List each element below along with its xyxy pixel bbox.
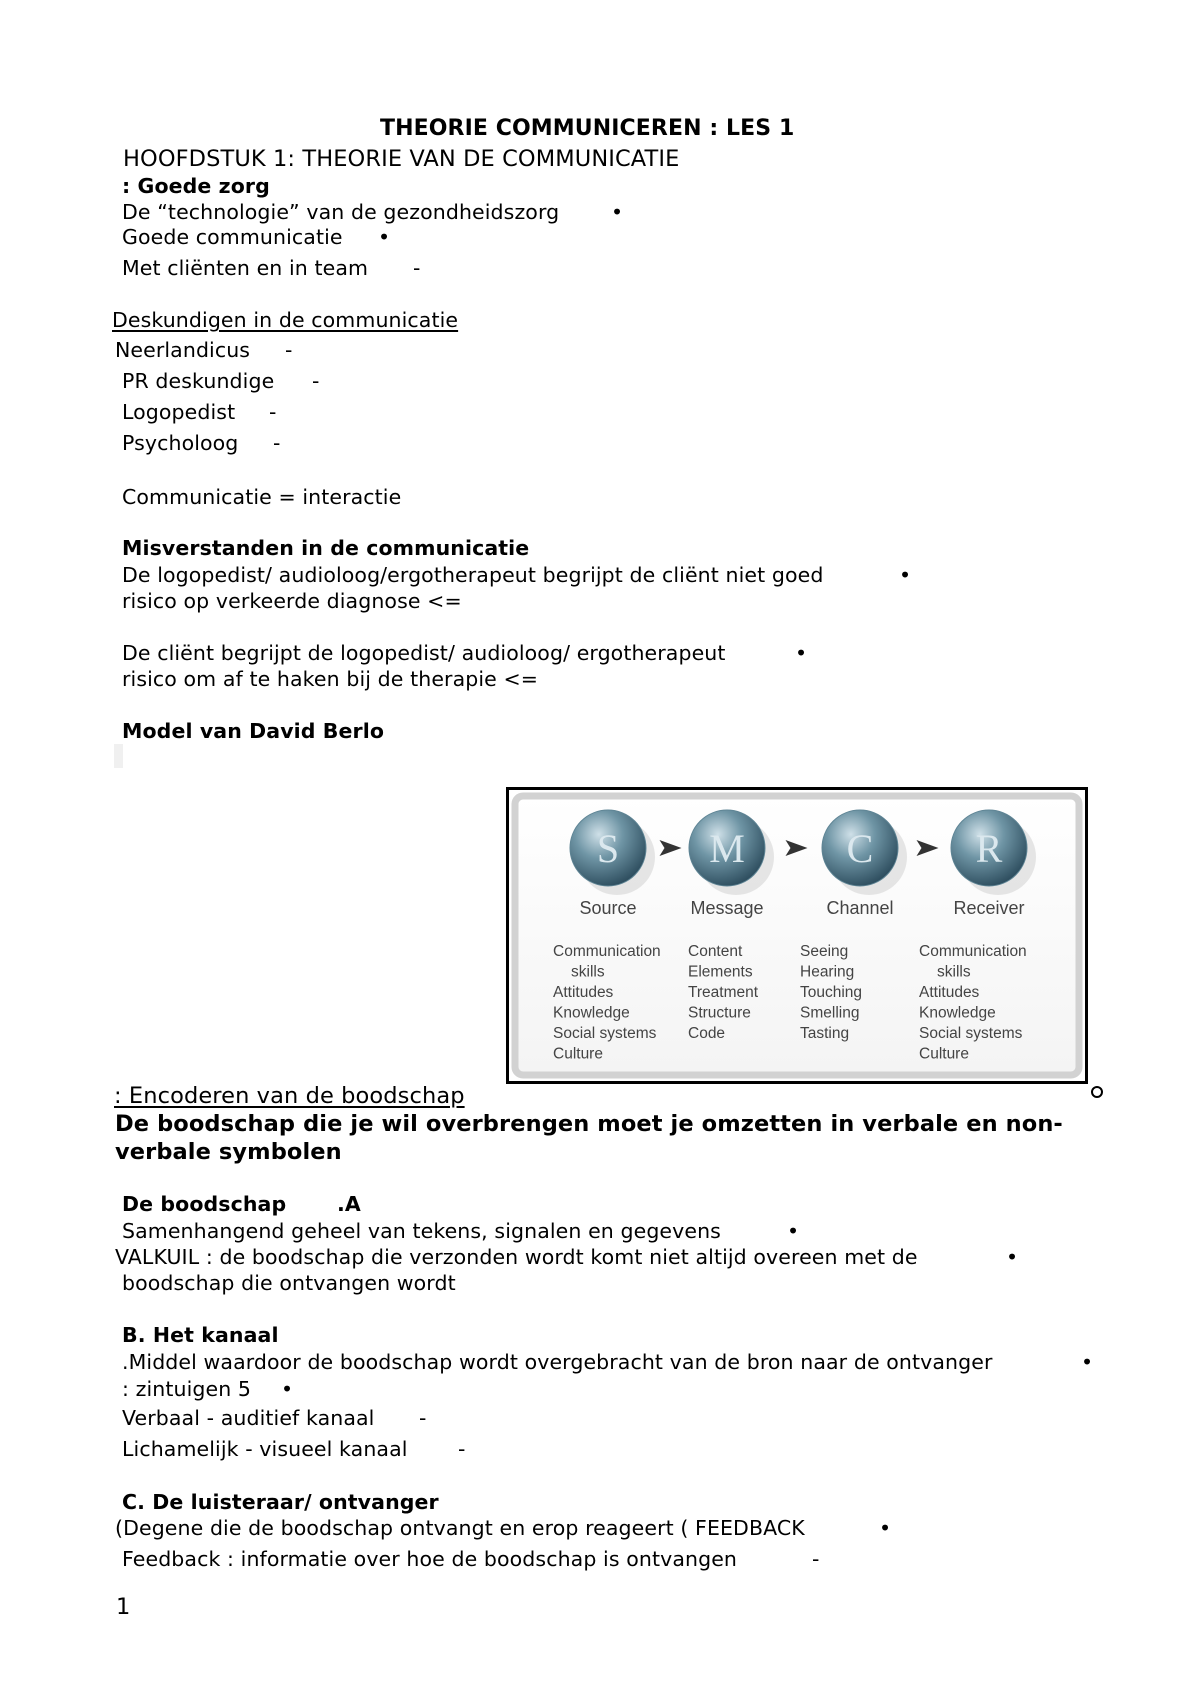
model-heading: Model van David Berlo <box>122 719 385 743</box>
paragraph-line: risico op verkeerde diagnose <= <box>122 589 462 613</box>
smcr-item: Knowledge <box>919 1004 996 1022</box>
smcr-item: Hearing <box>800 963 855 981</box>
smcr-item: Communication <box>553 943 661 960</box>
list-item: Neerlandicus <box>115 338 251 362</box>
list-item: boodschap die ontvangen wordt <box>122 1271 456 1295</box>
berlo-smcr-figure[interactable] <box>506 787 1088 1084</box>
smcr-item: Culture <box>553 1045 603 1063</box>
bullet-marker: • <box>281 1377 294 1401</box>
paragraph-line: De cliënt begrijpt de logopedist/ audioloog/ ergotherapeut <box>122 641 726 665</box>
smcr-letter: M <box>709 826 745 871</box>
list-item: Feedback : informatie over hoe de boodschap is ontvangen <box>122 1547 738 1571</box>
smcr-item: skills <box>571 963 605 981</box>
dash-marker: - <box>312 369 320 393</box>
smcr-label: Channel <box>826 898 894 918</box>
chapter-heading: HOOFDSTUK 1: THEORIE VAN DE COMMUNICATIE <box>123 146 680 172</box>
list-item: (Degene die de boodschap ontvangt en erop reageert ( FEEDBACK <box>115 1516 805 1540</box>
list-item: Lichamelijk - visueel kanaal <box>122 1437 408 1461</box>
list-item: Logopedist <box>122 400 236 424</box>
smcr-item: Communication <box>919 943 1027 960</box>
dash-marker: - <box>273 431 281 455</box>
list-item: Samenhangend geheel van tekens, signalen en gegevens <box>122 1219 721 1243</box>
paragraph-line: De logopedist/ audioloog/ergotherapeut begrijpt de cliënt niet goed <box>122 563 824 587</box>
margin-mark <box>114 744 123 768</box>
list-item: Verbaal - auditief kanaal <box>122 1406 375 1430</box>
smcr-item: Smelling <box>800 1004 860 1022</box>
boodschap-heading: De boodschap <box>122 1192 287 1216</box>
page-title: THEORIE COMMUNICEREN : LES 1 <box>380 116 795 141</box>
list-item: De “technologie” van de gezondheidszorg <box>122 200 560 224</box>
misverstanden-heading: Misverstanden in de communicatie <box>122 536 530 560</box>
list-item: : zintuigen 5 <box>122 1377 252 1401</box>
dash-marker: - <box>285 338 293 362</box>
bullet-marker: • <box>1081 1350 1094 1374</box>
smcr-item: Social systems <box>919 1025 1023 1042</box>
bullet-marker: • <box>787 1219 800 1243</box>
dash-marker: - <box>269 400 277 424</box>
kanaal-heading: B. Het kanaal <box>122 1323 279 1347</box>
smcr-label: Source <box>579 898 637 918</box>
list-item: Psycholoog <box>122 431 239 455</box>
smcr-item: Attitudes <box>919 984 980 1001</box>
smcr-letter: S <box>596 826 620 871</box>
bullet-marker: • <box>879 1516 892 1540</box>
smcr-letter: R <box>975 826 1003 871</box>
bullet-marker: • <box>899 563 912 587</box>
bullet-marker: • <box>378 225 391 249</box>
encoderen-heading: : Encoderen van de boodschap <box>114 1083 465 1109</box>
page-number: 1 <box>116 1594 131 1620</box>
goede-zorg-heading: : Goede zorg <box>122 174 270 198</box>
smcr-item: Touching <box>800 984 863 1001</box>
dash-marker: - <box>458 1437 466 1461</box>
dash-marker: - <box>812 1547 820 1571</box>
bullet-marker: • <box>795 641 808 665</box>
smcr-diagram <box>509 790 1085 1081</box>
list-item: PR deskundige <box>122 369 275 393</box>
smcr-label: Receiver <box>953 898 1025 918</box>
dash-marker: - <box>413 256 421 280</box>
deskundigen-heading: Deskundigen in de communicatie <box>112 308 459 332</box>
encoderen-line: verbale symbolen <box>115 1139 342 1165</box>
smcr-label: Message <box>690 898 764 918</box>
list-item: VALKUIL : de boodschap die verzonden wordt komt niet altijd overeen met de <box>115 1245 918 1269</box>
resize-handle[interactable] <box>1091 1086 1103 1098</box>
smcr-item: Seeing <box>800 943 849 960</box>
bullet-marker: • <box>1006 1245 1019 1269</box>
smcr-item: Tasting <box>800 1025 850 1042</box>
smcr-letter: C <box>846 826 874 871</box>
encoderen-line: De boodschap die je wil overbrengen moet je omzetten in verbale en non- <box>115 1111 1063 1137</box>
list-item: Met cliënten en in team <box>122 256 369 280</box>
smcr-item: Content <box>688 943 743 960</box>
smcr-item: Knowledge <box>553 1004 630 1022</box>
bullet-marker: • <box>611 200 624 224</box>
interaction-line: Communicatie = interactie <box>122 485 402 509</box>
smcr-item: Attitudes <box>553 984 614 1001</box>
smcr-item: Elements <box>688 963 753 981</box>
smcr-item: Social systems <box>553 1025 657 1042</box>
section-label-a: .A <box>337 1192 361 1216</box>
luisteraar-heading: C. De luisteraar/ ontvanger <box>122 1490 439 1514</box>
dash-marker: - <box>419 1406 427 1430</box>
smcr-item: skills <box>937 963 971 981</box>
smcr-item: Structure <box>688 1004 751 1022</box>
paragraph-line: risico om af te haken bij de therapie <= <box>122 667 539 691</box>
list-item: Goede communicatie <box>122 225 343 249</box>
smcr-item: Culture <box>919 1045 969 1063</box>
smcr-item: Code <box>688 1025 726 1042</box>
smcr-item: Treatment <box>688 984 759 1001</box>
list-item: .Middel waardoor de boodschap wordt overgebracht van de bron naar de ontvanger <box>122 1350 993 1374</box>
